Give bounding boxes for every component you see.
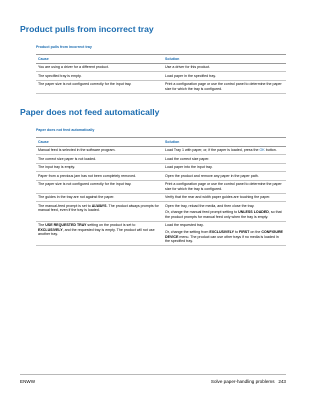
solution-cell <box>163 202 286 222</box>
cause-cell: The input tray is empty. <box>36 163 163 171</box>
solution-text: button. <box>264 148 277 153</box>
page-footer <box>20 374 286 384</box>
cause-cell: The paper size is not configured correctly for the input tray. <box>36 80 163 93</box>
setting-value-always: ALWAYS <box>91 203 107 208</box>
solution-cell: Open the product and remove any paper in the paper path. <box>163 172 286 180</box>
solution-cell <box>163 146 286 154</box>
solution-cell: Verify that the rear and width paper guides are touching the paper. <box>163 193 286 201</box>
table-row <box>36 80 286 93</box>
section-title-incorrect-tray: Product pulls from incorrect tray <box>20 24 154 34</box>
section-title-no-auto-feed: Paper does not feed automatically <box>20 107 160 117</box>
ok-button-reference: OK <box>259 148 265 153</box>
note-text: menu. The product can use other trays if no media is loaded in the specified tray. <box>165 234 279 244</box>
solution-cell: Load the correct size paper. <box>163 155 286 163</box>
setting-value-unless-loaded: UNLESS LOADED <box>238 210 269 215</box>
menu-name-configure-device: CONFIGURE DEVICE <box>165 230 283 239</box>
note-text: on the <box>249 230 262 235</box>
table-row <box>36 63 286 71</box>
solution-cell: Load paper in the specified tray. <box>163 72 286 80</box>
note-text: Or, change the setting from <box>165 230 210 235</box>
cause-cell <box>36 202 163 222</box>
table-row <box>36 72 286 80</box>
cause-cell: You are using a driver for a different product. <box>36 63 163 71</box>
table-caption-incorrect-tray: Product pulls from incorrect tray <box>36 45 92 49</box>
table-row <box>36 163 286 171</box>
footer-left: ENWW <box>20 378 36 384</box>
column-header-cause: Cause <box>36 138 163 147</box>
table-header-row <box>36 138 286 147</box>
solution-cell: Print a configuration page or use the control panel to determine the paper size for which the tray is configured. <box>163 80 286 93</box>
table-row <box>36 180 286 193</box>
footer-right: Solve paper-handling problems 243 <box>210 378 286 384</box>
column-header-solution: Solution <box>163 138 286 147</box>
no-auto-feed-table <box>36 137 286 246</box>
cause-text: The <box>38 223 46 228</box>
cause-text: setting on the product is set to <box>86 223 136 228</box>
solution-text: Load the requested tray. <box>165 223 204 228</box>
incorrect-tray-table <box>36 54 286 94</box>
cause-cell: The correct size paper is not loaded. <box>36 155 163 163</box>
cause-text: . The product always prompts for manual feed, even if the tray is loaded. <box>38 203 159 213</box>
cause-cell: The paper size is not configured correctly for the input tray. <box>36 180 163 193</box>
solution-note <box>165 230 285 244</box>
setting-value-exclusively: EXCLUSIVELY <box>209 230 234 235</box>
table-row <box>36 155 286 163</box>
cause-cell: Manual feed is selected in the software program. <box>36 146 163 154</box>
setting-value-first: FIRST <box>239 230 250 235</box>
cause-text: The manual-feed prompt is set to <box>38 203 92 208</box>
note-text: Or, change the manual feed prompt setting to <box>165 210 239 215</box>
solution-cell: Print a configuration page or use the control panel to determine the paper size for which the tray is configured. <box>163 180 286 193</box>
cause-cell: Paper from a previous jam has not been completely removed. <box>36 172 163 180</box>
cause-cell: The guides in the tray are not against the paper. <box>36 193 163 201</box>
table-row <box>36 172 286 180</box>
column-header-cause: Cause <box>36 55 163 64</box>
cause-text: , and the requested tray is empty. The product will not use another tray. <box>38 227 155 237</box>
note-text: , so that the product prompts for manual feed only when the tray is empty. <box>165 210 282 219</box>
table-row <box>36 221 286 245</box>
table-header-row <box>36 55 286 64</box>
solution-cell: Use a driver for this product. <box>163 63 286 71</box>
solution-cell: Load paper into the input tray. <box>163 163 286 171</box>
table-caption-no-auto-feed: Paper does not feed automatically <box>36 128 95 132</box>
column-header-solution: Solution <box>163 55 286 64</box>
cause-cell <box>36 221 163 245</box>
table-row <box>36 202 286 222</box>
note-text: to <box>234 230 239 235</box>
solution-note <box>165 210 285 219</box>
setting-value-exclusively: EXCLUSIVELY <box>38 227 63 232</box>
setting-name-use-requested-tray: USE REQUESTED TRAY <box>45 223 87 228</box>
table-row <box>36 146 286 154</box>
solution-text: Load Tray 1 with paper, or, if the paper is loaded, press the <box>165 148 260 153</box>
cause-cell: The specified tray is empty. <box>36 72 163 80</box>
solution-text: Open the tray, reload the media, and then close the tray. <box>165 203 255 208</box>
table-row <box>36 193 286 201</box>
solution-cell <box>163 221 286 245</box>
